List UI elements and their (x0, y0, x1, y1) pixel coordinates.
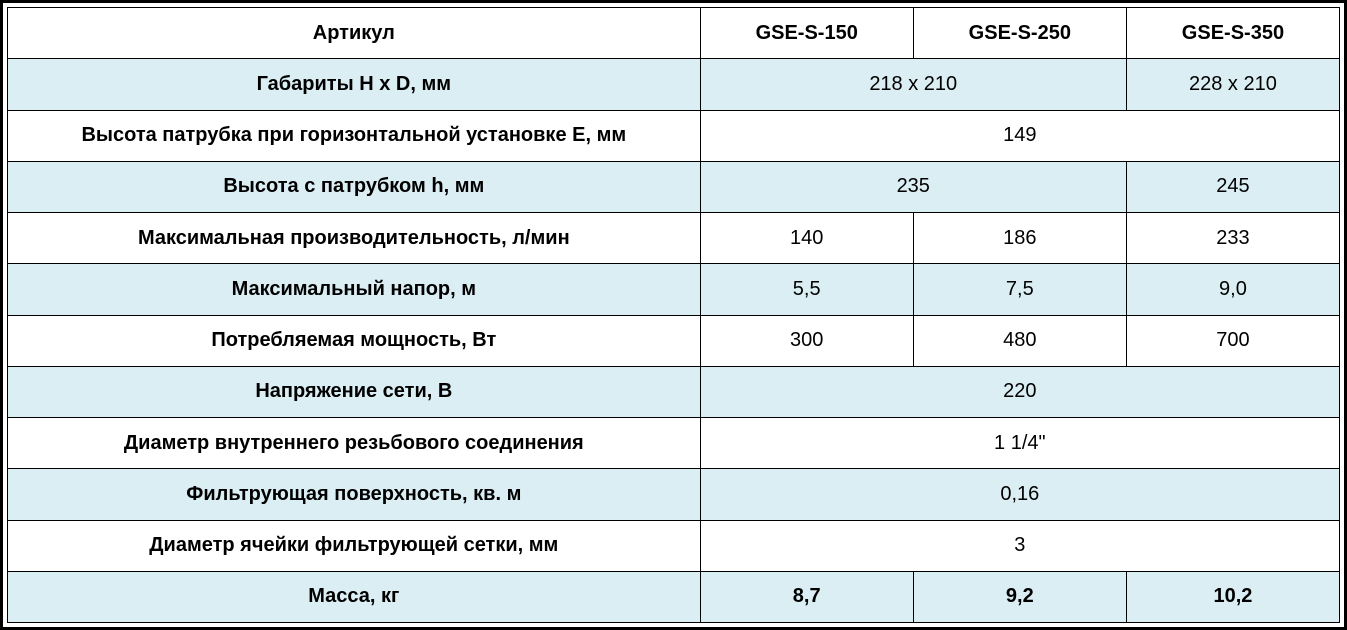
value-cell: 300 (700, 315, 913, 366)
value-cell: 10,2 (1126, 571, 1339, 622)
table-row-max-flow (8, 213, 1340, 264)
value-cell: 235 (700, 161, 1126, 212)
value-cell: 140 (700, 213, 913, 264)
table-row-height-h (8, 161, 1340, 212)
row-label: Максимальная производительность, л/мин (8, 213, 701, 264)
value-cell: 0,16 (700, 469, 1339, 520)
table-row-filter-surface (8, 469, 1340, 520)
value-cell: 1 1/4" (700, 418, 1339, 469)
row-label: Напряжение сети, В (8, 366, 701, 417)
value-cell: 700 (1126, 315, 1339, 366)
value-cell: 8,7 (700, 571, 913, 622)
row-label: Диаметр внутреннего резьбового соединения (8, 418, 701, 469)
table-row-mesh-diameter (8, 520, 1340, 571)
model-header-cell: GSE-S-250 (913, 8, 1126, 59)
header-row (8, 8, 1340, 59)
value-cell: 228 x 210 (1126, 59, 1339, 110)
row-label: Габариты H x D, мм (8, 59, 701, 110)
value-cell: 218 x 210 (700, 59, 1126, 110)
table-row-max-head (8, 264, 1340, 315)
table-row-voltage (8, 366, 1340, 417)
value-cell: 3 (700, 520, 1339, 571)
value-cell: 7,5 (913, 264, 1126, 315)
row-label: Максимальный напор, м (8, 264, 701, 315)
value-cell: 233 (1126, 213, 1339, 264)
value-cell: 245 (1126, 161, 1339, 212)
model-header-cell: GSE-S-350 (1126, 8, 1339, 59)
row-label: Диаметр ячейки фильтрующей сетки, мм (8, 520, 701, 571)
table-row-power (8, 315, 1340, 366)
table-row-nozzle-height-e (8, 110, 1340, 161)
table-row-thread-diameter (8, 418, 1340, 469)
row-label: Масса, кг (8, 571, 701, 622)
row-label: Фильтрующая поверхность, кв. м (8, 469, 701, 520)
value-cell: 220 (700, 366, 1339, 417)
value-cell: 149 (700, 110, 1339, 161)
row-label: Высота с патрубком h, мм (8, 161, 701, 212)
value-cell: 5,5 (700, 264, 913, 315)
row-label: Потребляемая мощность, Вт (8, 315, 701, 366)
value-cell: 186 (913, 213, 1126, 264)
value-cell: 9,0 (1126, 264, 1339, 315)
row-label: Высота патрубка при горизонтальной установке E, мм (8, 110, 701, 161)
table-row-weight (8, 571, 1340, 622)
value-cell: 480 (913, 315, 1126, 366)
table-row-dimensions (8, 59, 1340, 110)
spec-table (7, 7, 1340, 623)
model-header-cell: GSE-S-150 (700, 8, 913, 59)
header-label-cell: Артикул (8, 8, 701, 59)
value-cell: 9,2 (913, 571, 1126, 622)
